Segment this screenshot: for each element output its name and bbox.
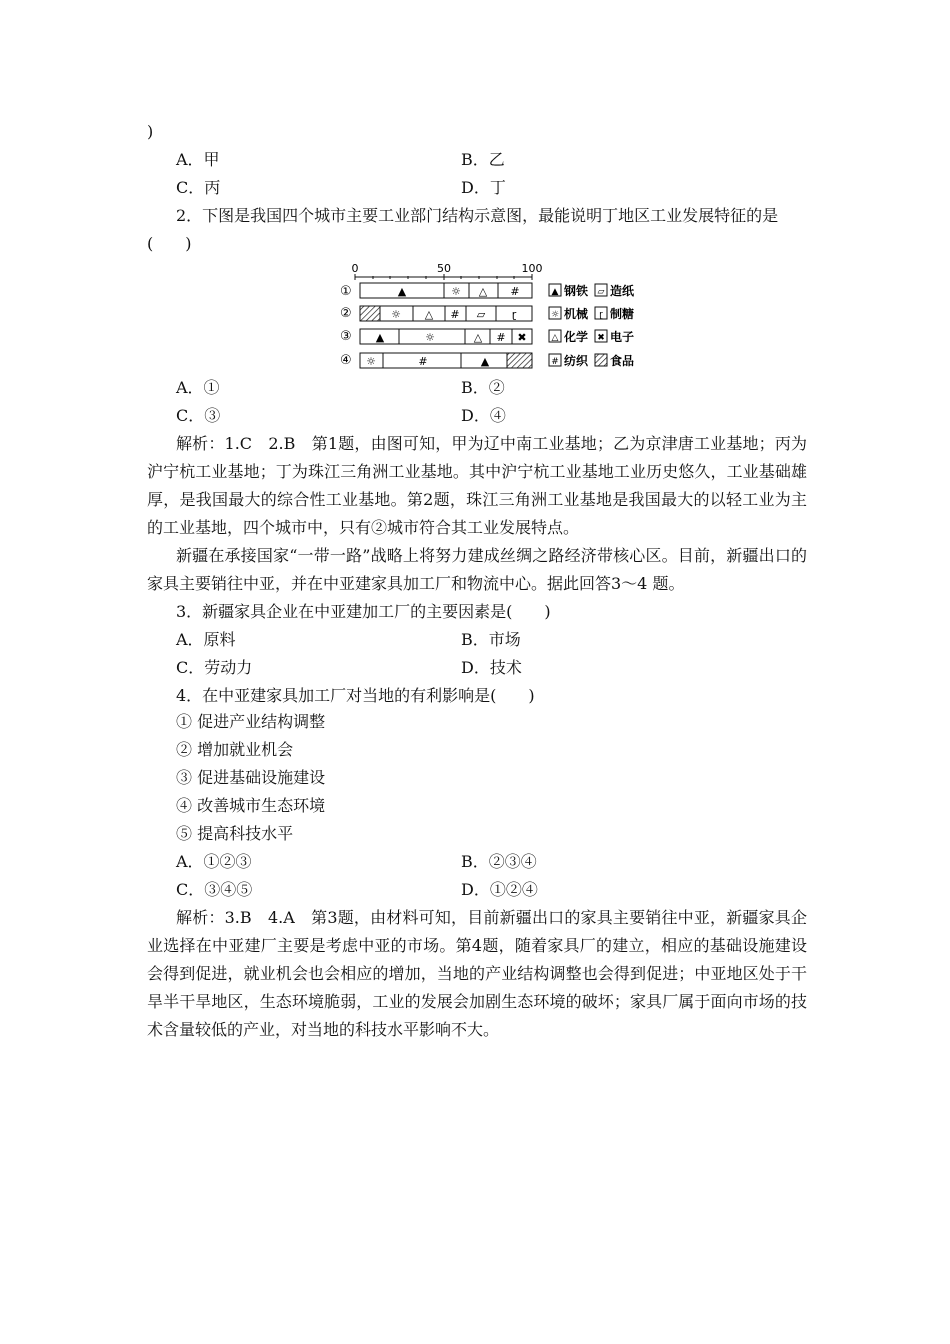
svg-text:▱: ▱ xyxy=(597,287,605,297)
bar-row-3-symbols xyxy=(376,331,527,344)
bar-row-2-symbols xyxy=(391,308,517,321)
svg-text:△: △ xyxy=(478,285,488,298)
q1-option-c: C．丙 xyxy=(176,178,221,197)
bar-row-4-symbols xyxy=(366,355,490,368)
svg-text:☼: ☼ xyxy=(425,331,435,344)
bar-row-2 xyxy=(360,306,532,321)
svg-text:化学: 化学 xyxy=(564,330,589,344)
q3-option-c: C．劳动力 xyxy=(176,658,253,677)
legend-steel xyxy=(549,283,588,298)
q3-option-b: B．市场 xyxy=(461,630,521,649)
svg-text:▲: ▲ xyxy=(480,355,490,368)
bar-row-3 xyxy=(360,329,532,344)
q4-item-5: ⑤ 提高科技水平 xyxy=(176,824,294,843)
svg-text:#: # xyxy=(418,355,428,368)
svg-text:☼: ☼ xyxy=(391,308,401,321)
legend-machinery xyxy=(549,306,589,321)
legend-chemical xyxy=(549,329,588,344)
svg-text:△: △ xyxy=(424,308,434,321)
svg-text:纺织: 纺织 xyxy=(564,354,589,368)
q4-option-a: A．①②③ xyxy=(176,852,252,871)
q4-stem: 4．在中亚建家具加工厂对当地的有利影响是( ) xyxy=(176,686,535,705)
q4-item-4: ④ 改善城市生态环境 xyxy=(176,796,326,815)
row-label-2: ② xyxy=(340,306,352,321)
q4-option-b: B．②③④ xyxy=(461,852,537,871)
svg-text:☼: ☼ xyxy=(550,310,560,320)
analysis-1-2: 解析：1.C 2.B 第1题，由图可知，甲为辽中南工业基地；乙为京津唐工业基地；丙为沪宁杭工业基地；丁为珠江三角洲工业基地。其中沪宁杭工业基地工业历史悠久，工业基础雄厚，是我国最大的综合性工业基地。第2题，珠江三角洲工业基地是我国最大的以轻工业为主的工业基地，四个城市中，只有②城市符合其工业发展特点。 xyxy=(147,434,807,537)
svg-text:#: # xyxy=(496,331,506,344)
svg-text:制糖: 制糖 xyxy=(610,307,635,321)
industry-structure-figure xyxy=(338,258,648,374)
svg-text:△: △ xyxy=(473,331,483,344)
bar-row-4 xyxy=(360,353,532,368)
legend xyxy=(549,283,635,368)
svg-text:▲: ▲ xyxy=(397,285,407,298)
q2-stem-paren: ( ) xyxy=(147,234,192,253)
q1-option-d: D．丁 xyxy=(461,178,506,197)
svg-text:△: △ xyxy=(551,333,559,343)
q1-option-b: B．乙 xyxy=(461,150,505,169)
svg-text:机械: 机械 xyxy=(564,307,589,321)
analysis-3-4: 解析：3.B 4.A 第3题，由材料可知，目前新疆出口的家具主要销往中亚，新疆家具企业选择在中亚建厂主要是考虑中亚的市场。第4题，随着家具厂的建立，相应的基础设施建设会得到促进，就业机会也会相应的增加，当地的产业结构调整也会得到促进；中亚地区处于干旱半干旱地区，生态环境脆弱，工业的发展会加剧生态环境的破坏；家具厂属于面向市场的技术含量较低的产业，对当地的科技水平影响不大。 xyxy=(147,908,807,1039)
q4-item-2: ② 增加就业机会 xyxy=(176,740,294,759)
q3-stem: 3．新疆家具企业在中亚建加工厂的主要因素是( ) xyxy=(176,602,551,621)
q2-option-d: D．④ xyxy=(461,406,506,425)
q2-option-b: B．② xyxy=(461,378,505,397)
svg-text:ɽ: ɽ xyxy=(599,310,603,320)
legend-food xyxy=(595,353,634,368)
q2-option-a: A．① xyxy=(176,378,220,397)
legend-paper xyxy=(595,283,635,298)
svg-text:食品: 食品 xyxy=(610,354,635,368)
svg-text:钢铁: 钢铁 xyxy=(564,284,589,298)
svg-text:☼: ☼ xyxy=(451,285,461,298)
q1-option-a: A．甲 xyxy=(176,150,220,169)
q4-item-1: ① 促进产业结构调整 xyxy=(176,712,326,731)
q3-option-a: A．原料 xyxy=(176,630,236,649)
material-paragraph: 新疆在承接国家“一带一路”战略上将努力建成丝绸之路经济带核心区。目前，新疆出口的家具主要销往中亚，并在中亚建家具加工厂和物流中心。据此回答3～4 题。 xyxy=(147,546,807,593)
svg-text:#: # xyxy=(510,285,520,298)
legend-sugar xyxy=(595,306,634,321)
q4-option-d: D．①②④ xyxy=(461,880,538,899)
axis-tick-100: 100 xyxy=(521,262,543,275)
svg-text:✖: ✖ xyxy=(597,333,605,343)
q4-option-c: C．③④⑤ xyxy=(176,880,253,899)
axis-tick-marks xyxy=(355,274,532,280)
legend-textile xyxy=(549,353,589,368)
svg-text:▲: ▲ xyxy=(551,287,559,297)
continuation-paren: ) xyxy=(147,122,154,141)
row-label-4: ④ xyxy=(340,353,352,368)
row-label-3: ③ xyxy=(340,329,352,344)
svg-text:▱: ▱ xyxy=(476,308,486,321)
axis-tick-50: 50 xyxy=(437,262,451,275)
q2-stem: 2．下图是我国四个城市主要工业部门结构示意图，最能说明丁地区工业发展特征的是 xyxy=(176,206,779,225)
svg-text:☼: ☼ xyxy=(366,355,376,368)
svg-text:ɽ: ɽ xyxy=(511,308,517,321)
q2-option-c: C．③ xyxy=(176,406,221,425)
q3-option-d: D．技术 xyxy=(461,658,522,677)
legend-electronics xyxy=(595,329,634,344)
svg-text:#: # xyxy=(450,308,460,321)
axis-tick-0: 0 xyxy=(351,262,359,275)
svg-text:✖: ✖ xyxy=(517,331,527,344)
bar-row-1-symbols xyxy=(398,285,520,298)
svg-text:#: # xyxy=(551,357,559,367)
row-label-1: ① xyxy=(340,284,352,299)
bar-row-1 xyxy=(360,283,532,298)
q4-item-3: ③ 促进基础设施建设 xyxy=(176,768,326,787)
svg-text:造纸: 造纸 xyxy=(610,284,635,298)
svg-text:▲: ▲ xyxy=(375,331,385,344)
svg-text:电子: 电子 xyxy=(610,330,635,344)
